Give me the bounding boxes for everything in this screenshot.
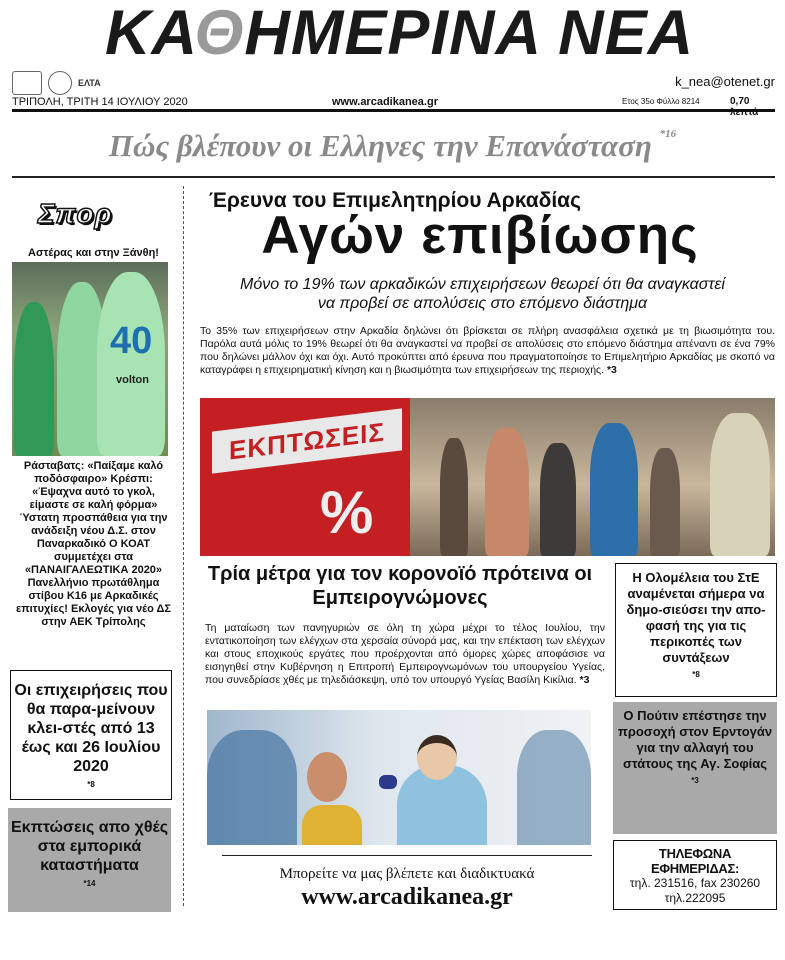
- issue-info-bar: [12, 96, 775, 118]
- covid-story-title: Τρία μέτρα για τον κορονοϊό πρότεινα οι Εμπειρογνώμονες: [207, 563, 593, 609]
- closures-box: [10, 670, 172, 800]
- phones-heading: ΤΗΛΕΦΩΝΑ ΕΦΗΜΕΡΙΔΑΣ:: [650, 846, 740, 876]
- newspaper-masthead: [105, 0, 695, 68]
- top-headline-text: Πώς βλέπουν οι Ελληνες την Επανάσταση: [108, 128, 652, 163]
- putin-text: Ο Πούτιν επέστησε την προσοχή στον Ερντογάν για την αλλαγή του στάτους της Αγ. Σοφίας: [617, 708, 773, 771]
- covid-story-text: Τη ματαίωση των πανηγυριών σε όλη τη χώρα μέχρι το τέλος Ιουλίου, την εντατικοποίηση των ελέγχων στα χερσαία σύνορά μας, και την επέκταση των ελέγχων και στους εποχικούς εργάτες που προέρχονται από όμορες χώρες αποφάσισε να εισηγηθεί στην Κυβέρνηση η Επιτροπή Εμπειρογνωμόνων του υπουργείου Υγείας, που συνεδρίασε χθές με τηλεδιάσκεψη, υπό τον υπουργό Υγείας Βασίλη Κικίλια.: [205, 622, 605, 686]
- sale-sign: [200, 398, 410, 556]
- jersey-number: 40: [110, 320, 153, 362]
- covid-story-ref: *3: [579, 674, 590, 686]
- sport-section-title: Σπορ: [38, 198, 113, 229]
- shopper-figure: [540, 443, 576, 556]
- masthead-part1: ΚΑ: [105, 0, 195, 68]
- phones-line1: τηλ. 231516, fax 230260: [629, 876, 761, 890]
- elta-logo: ΕΛΤΑ: [78, 78, 101, 88]
- blurred-figure: [517, 730, 591, 845]
- column-divider: [183, 186, 184, 906]
- main-story-title: Αγών επιβίωσης: [261, 206, 699, 265]
- sales-ref: *14: [83, 879, 96, 888]
- swab-glove: [379, 775, 397, 789]
- main-story-subhead: Μόνο το 19% των αρκαδικών επιχειρήσεων θεωρεί ότι θα αναγκαστεί να προβεί σε απολύσεις στο επόμενο διάστημα: [240, 276, 725, 312]
- health-worker-head: [417, 735, 457, 780]
- main-story-lead-text: Το 35% των επιχειρήσεων στην Αρκαδία δηλώνει ότι βρίσκεται σε πλήρη ανασφάλεια σχετικά με τη βιωσιμότητα του. Παρόλα αυτά μόλις το 19% θεωρεί ότι θα αναγκαστεί να προβεί σε απολύσεις στο επόμενο διάστημα απέναντι σε ένα 79% που δηλώνει μάλλον όχι και όχι. Αυτό προκύπτει από έρευνα που πραγματοποίησε το Επιμελητήριο Αρκαδίας με σκοπό να καταγράφει η επιχειρηματική κίνηση και η βιωσιμότητα των επιχειρήσεων της περιοχής.: [200, 325, 775, 376]
- masthead-part2: ΗΜΕΡΙΝΑ ΝΕΑ: [244, 0, 695, 68]
- main-story-kicker: Έρευνα του Επιμελητηρίου Αρκαδίας: [208, 189, 582, 212]
- patient-figure: [302, 805, 362, 845]
- sport-briefs: Ράσταβατς: «Παίξαμε καλό ποδόσφαιρο» Κρέσπι: «Έψαχνα αυτό το γκολ, είμαστε σε καλή φόρμα» Ύστατη προσπάθεια για την ανάδειξη νέου Δ.Σ. στον Παναρκαδικό Ο ΚΟΑΤ συμμετέχει στα «ΠΑΝΑΙΓΑΛΕΩΤΙΚΑ 2020» Πανελλήνιο πρωτάθλημα στίβου Κ16 με Αρκαδικές επιτυχίες! Εκλογές για νέο ΔΣ στην ΑΕΚ Τρίπολης: [15, 460, 172, 628]
- publisher-logos: [12, 70, 122, 96]
- covid-story-body: [205, 622, 605, 687]
- council-of-state-text: Η Ολομέλεια του ΣτΕ αναμένεται σήμερα να δημο-σιεύσει την απο-φασή της για τις περικοπές των συντάξεων: [626, 570, 766, 665]
- top-headline-ref: *16: [659, 128, 677, 140]
- press-fund-logo-icon: [12, 71, 42, 95]
- masthead-theta: Θ: [194, 0, 245, 68]
- sport-subtitle: Αστέρας και στην Ξάνθη!: [28, 247, 159, 259]
- main-story-ref: *3: [606, 364, 617, 376]
- covid-test-photo: [207, 710, 591, 845]
- phones-line2: τηλ.222095: [664, 891, 726, 905]
- web-promo-text: Μπορείτε να μας βλέπετε και διαδικτυακά: [279, 866, 535, 882]
- contact-email: k_nea@otenet.gr: [675, 74, 775, 89]
- putin-ref: *3: [691, 776, 699, 785]
- main-story-lead: [200, 325, 775, 377]
- header-rule: [12, 176, 775, 178]
- closures-ref: *8: [87, 780, 95, 789]
- player-figure: [14, 302, 54, 456]
- patient-head: [307, 752, 347, 802]
- seal-logo-icon: [48, 71, 72, 95]
- sport-photo: [12, 262, 168, 456]
- shopper-figure: [710, 413, 770, 556]
- issue-number: Ετος 35ο Φύλλο 8214: [622, 97, 700, 106]
- phones-box: [613, 840, 777, 910]
- shopping-street-photo: [200, 398, 775, 556]
- player-figure: [97, 272, 165, 456]
- issue-date: ΤΡΙΠΟΛΗ, ΤΡΙΤΗ 14 ΙΟΥΛΙΟΥ 2020: [12, 96, 188, 108]
- sale-banner: ΕΚΠΤΩΣΕΙΣ: [212, 408, 402, 473]
- shopper-figure: [650, 448, 680, 556]
- sale-percent-icon: %: [320, 479, 374, 546]
- sales-text: Εκπτώσεις απο χθές στα εμπορικά καταστήματα: [10, 819, 169, 874]
- shopper-figure: [485, 428, 529, 556]
- shopper-figure: [440, 438, 468, 556]
- sales-box: [8, 808, 171, 912]
- top-headline: [0, 128, 785, 164]
- issue-price: 0,70 λεπτά: [730, 96, 759, 118]
- website-link[interactable]: www.arcadikanea.gr: [332, 96, 438, 108]
- closures-text: Οι επιχειρήσεις που θα παρα-μείνουν κλει-στές από 13 έως και 26 Ιουλίου 2020: [14, 682, 168, 775]
- council-of-state-ref: *8: [692, 670, 700, 679]
- council-of-state-box: [615, 563, 777, 697]
- blurred-figure: [207, 730, 297, 845]
- shopper-figure: [590, 423, 638, 556]
- promo-rule: [222, 855, 592, 856]
- street-scene: [410, 398, 775, 556]
- sponsor-logo: volton: [116, 374, 149, 386]
- web-promo-url[interactable]: www.arcadikanea.gr: [301, 884, 513, 910]
- putin-box: [613, 702, 777, 834]
